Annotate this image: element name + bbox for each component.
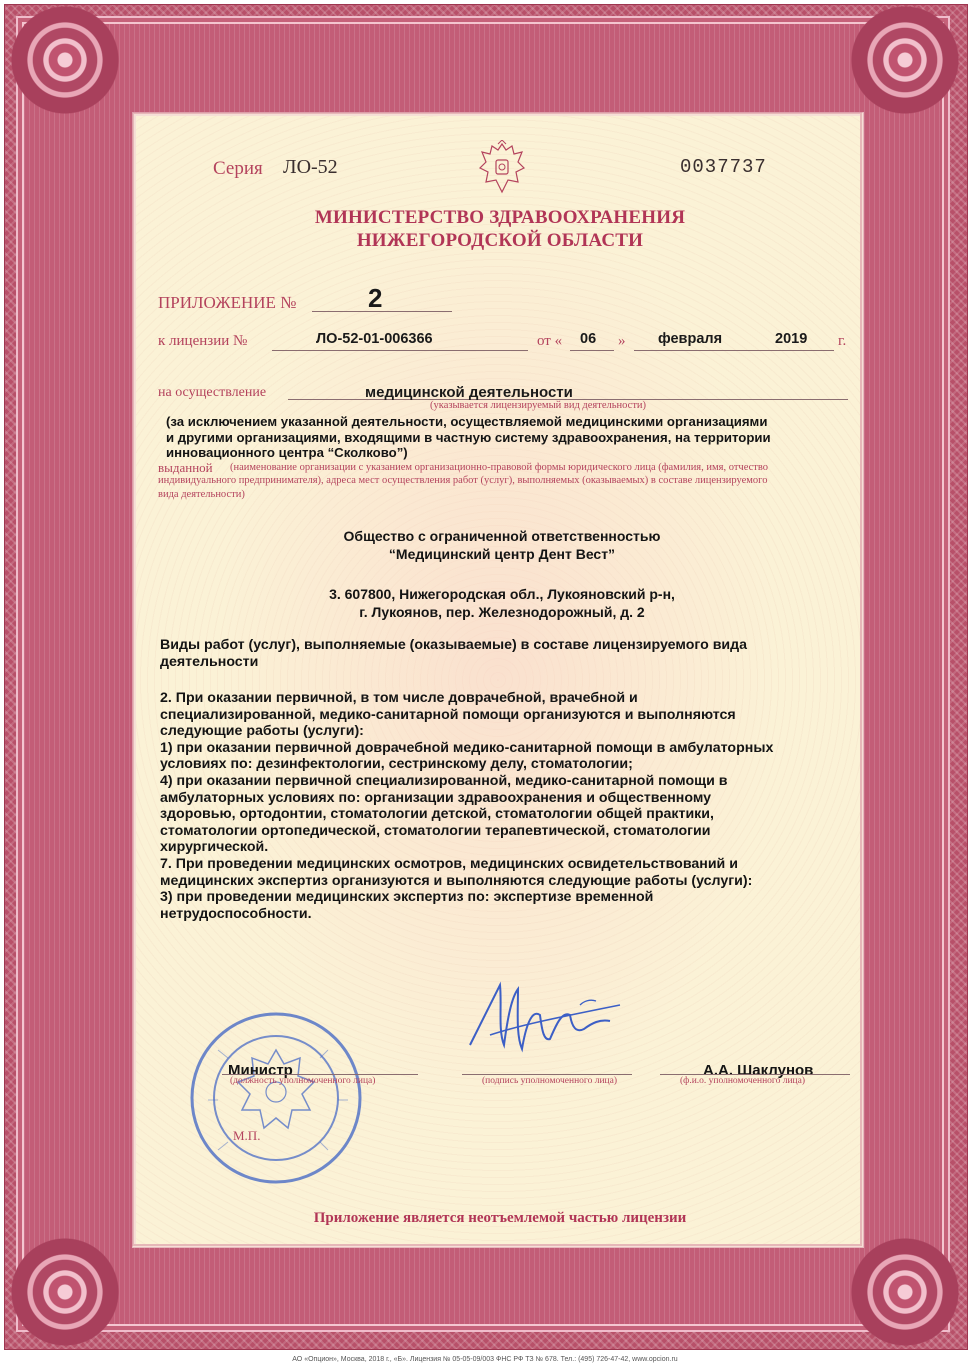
works-intro-line: Виды работ (услуг), выполняемые (оказываемые) в составе лицензируемого вида: [160, 637, 748, 653]
name-underline: [660, 1074, 850, 1075]
works-line: нетрудоспособности.: [160, 905, 312, 922]
license-date-underline: [634, 350, 834, 351]
works-line: следующие работы (услуги):: [160, 723, 364, 740]
activity-label: на осуществление: [158, 385, 267, 400]
footer-note: Приложение является неотъемлемой частью лицензии: [313, 1210, 687, 1226]
license-from-label: от «: [537, 333, 563, 349]
works-line: 3) при проведении медицинских экспертиз по: экспертизе временной: [160, 889, 654, 906]
works-intro-line: деятельности: [160, 653, 259, 670]
works-line: здоровью, ортодонтии, стоматологии детской, стоматологии общей практики,: [160, 806, 714, 823]
license-number: ЛО-52-01-006366: [316, 331, 433, 347]
works-line: 7. При проведении медицинских осмотров, медицинских освидетельствований и: [160, 855, 738, 872]
license-day-close: »: [618, 333, 626, 349]
works-line: амбулаторных условиях по: организации здравоохранения и общественному: [160, 789, 712, 806]
signer-role: Министр: [228, 1062, 293, 1079]
license-year-suffix: г.: [838, 333, 847, 349]
sign-underline: [462, 1074, 632, 1075]
ministry-title-line1: МИНИСТЕРСТВО ЗДРАВООХРАНЕНИЯ: [314, 207, 686, 228]
license-day: 06: [580, 331, 597, 347]
activity-caption: (указывается лицензируемый вид деятельности): [430, 400, 647, 411]
works-list: [160, 690, 860, 922]
license-underline: [272, 350, 528, 351]
corner-rosette-icon: [840, 0, 970, 120]
appendix-number: 2: [368, 283, 383, 313]
handwritten-signature-icon: [460, 975, 630, 1065]
corner-rosette-icon: [840, 1232, 970, 1352]
appendix-label: ПРИЛОЖЕНИЕ №: [158, 293, 297, 312]
issued-caption-line: (наименование организации с указанием организационно-правовой формы юридического лица (фамилия, имя, отчество: [230, 462, 769, 473]
works-line: 2. При оказании первичной, в том числе доврачебной, врачебной и: [160, 690, 638, 706]
corner-rosette-icon: [0, 1232, 130, 1352]
license-label: к лицензии №: [158, 333, 248, 349]
printer-imprint: АО «Опцион», Москва, 2018 г., «Б». Лицензия № 05-05-09/003 ФНС РФ ТЗ № 678. Тел.: (495) 726-47-42, www.opcion.ru: [292, 1356, 678, 1363]
activity-exclusion: [166, 414, 846, 461]
works-line: условиях по: дезинфектологии, сестринскому делу, стоматологии;: [160, 756, 633, 773]
address-line: г. Лукоянов, пер. Железнодорожный, д. 2: [359, 604, 645, 620]
works-line: хирургической.: [160, 839, 269, 856]
works-intro: [160, 637, 850, 670]
name-caption: (ф.и.о. уполномоченного лица): [680, 1076, 806, 1086]
exclusion-line: инновационного центра “Сколково”): [166, 445, 408, 460]
form-number: 0037737: [680, 156, 767, 178]
role-caption: (должность уполномоченного лица): [230, 1076, 376, 1086]
role-underline: [222, 1074, 418, 1075]
works-line: 1) при оказании первичной доврачебной медико-санитарной помощи в амбулаторных: [160, 739, 774, 756]
issued-caption-line: индивидуального предпринимателя), адреса мест осуществления работ (услуг), выполняемых (оказываемых) в составе лицензируемого: [158, 475, 768, 486]
stamp-place-label: М.П.: [233, 1128, 261, 1143]
exclusion-line: и другими организациями, входящими в частную систему здравоохранения, на территории: [166, 429, 771, 445]
license-year: 2019: [775, 331, 808, 347]
works-line: стоматологии ортопедической, стоматологии терапевтической, стоматологии: [160, 822, 711, 839]
works-line: специализированной, медико-санитарной помощи организуются и выполняются: [160, 706, 736, 723]
license-month: февраля: [658, 331, 723, 347]
works-line: 4) при оказании первичной специализированной, медико-санитарной помощи в: [160, 772, 728, 789]
address-block: [222, 585, 782, 621]
sign-caption: (подпись уполномоченного лица): [482, 1076, 618, 1086]
exclusion-line: (за исключением указанной деятельности, осуществляемой медицинскими организациями: [166, 414, 768, 429]
works-line: медицинских экспертиз организуются и выполняются следующие работы (услуги):: [160, 872, 753, 889]
issued-caption-cont: [158, 474, 858, 502]
organization-type: Общество с ограниченной ответственностью: [343, 528, 661, 544]
issued-caption-line: вида деятельности): [158, 489, 245, 500]
corner-rosette-icon: [0, 0, 130, 120]
issued-label: выданной: [158, 460, 213, 475]
address-line: 3. 607800, Нижегородская обл., Лукояновский р-н,: [329, 586, 675, 602]
series-label: Серия: [213, 158, 263, 179]
organization-block: [222, 527, 782, 563]
license-day-underline: [570, 350, 614, 351]
issued-caption: [230, 461, 870, 475]
ministry-title-line2: НИЖЕГОРОДСКОЙ ОБЛАСТИ: [356, 230, 644, 251]
activity-value: медицинской деятельности: [365, 384, 573, 401]
signer-name: А.А. Шаклунов: [703, 1062, 814, 1079]
series-value: ЛО-52: [283, 156, 338, 178]
organization-name: “Медицинский центр Дент Вест”: [388, 546, 616, 562]
official-seal-icon: [188, 1010, 364, 1186]
coat-of-arms-icon: [476, 140, 528, 196]
